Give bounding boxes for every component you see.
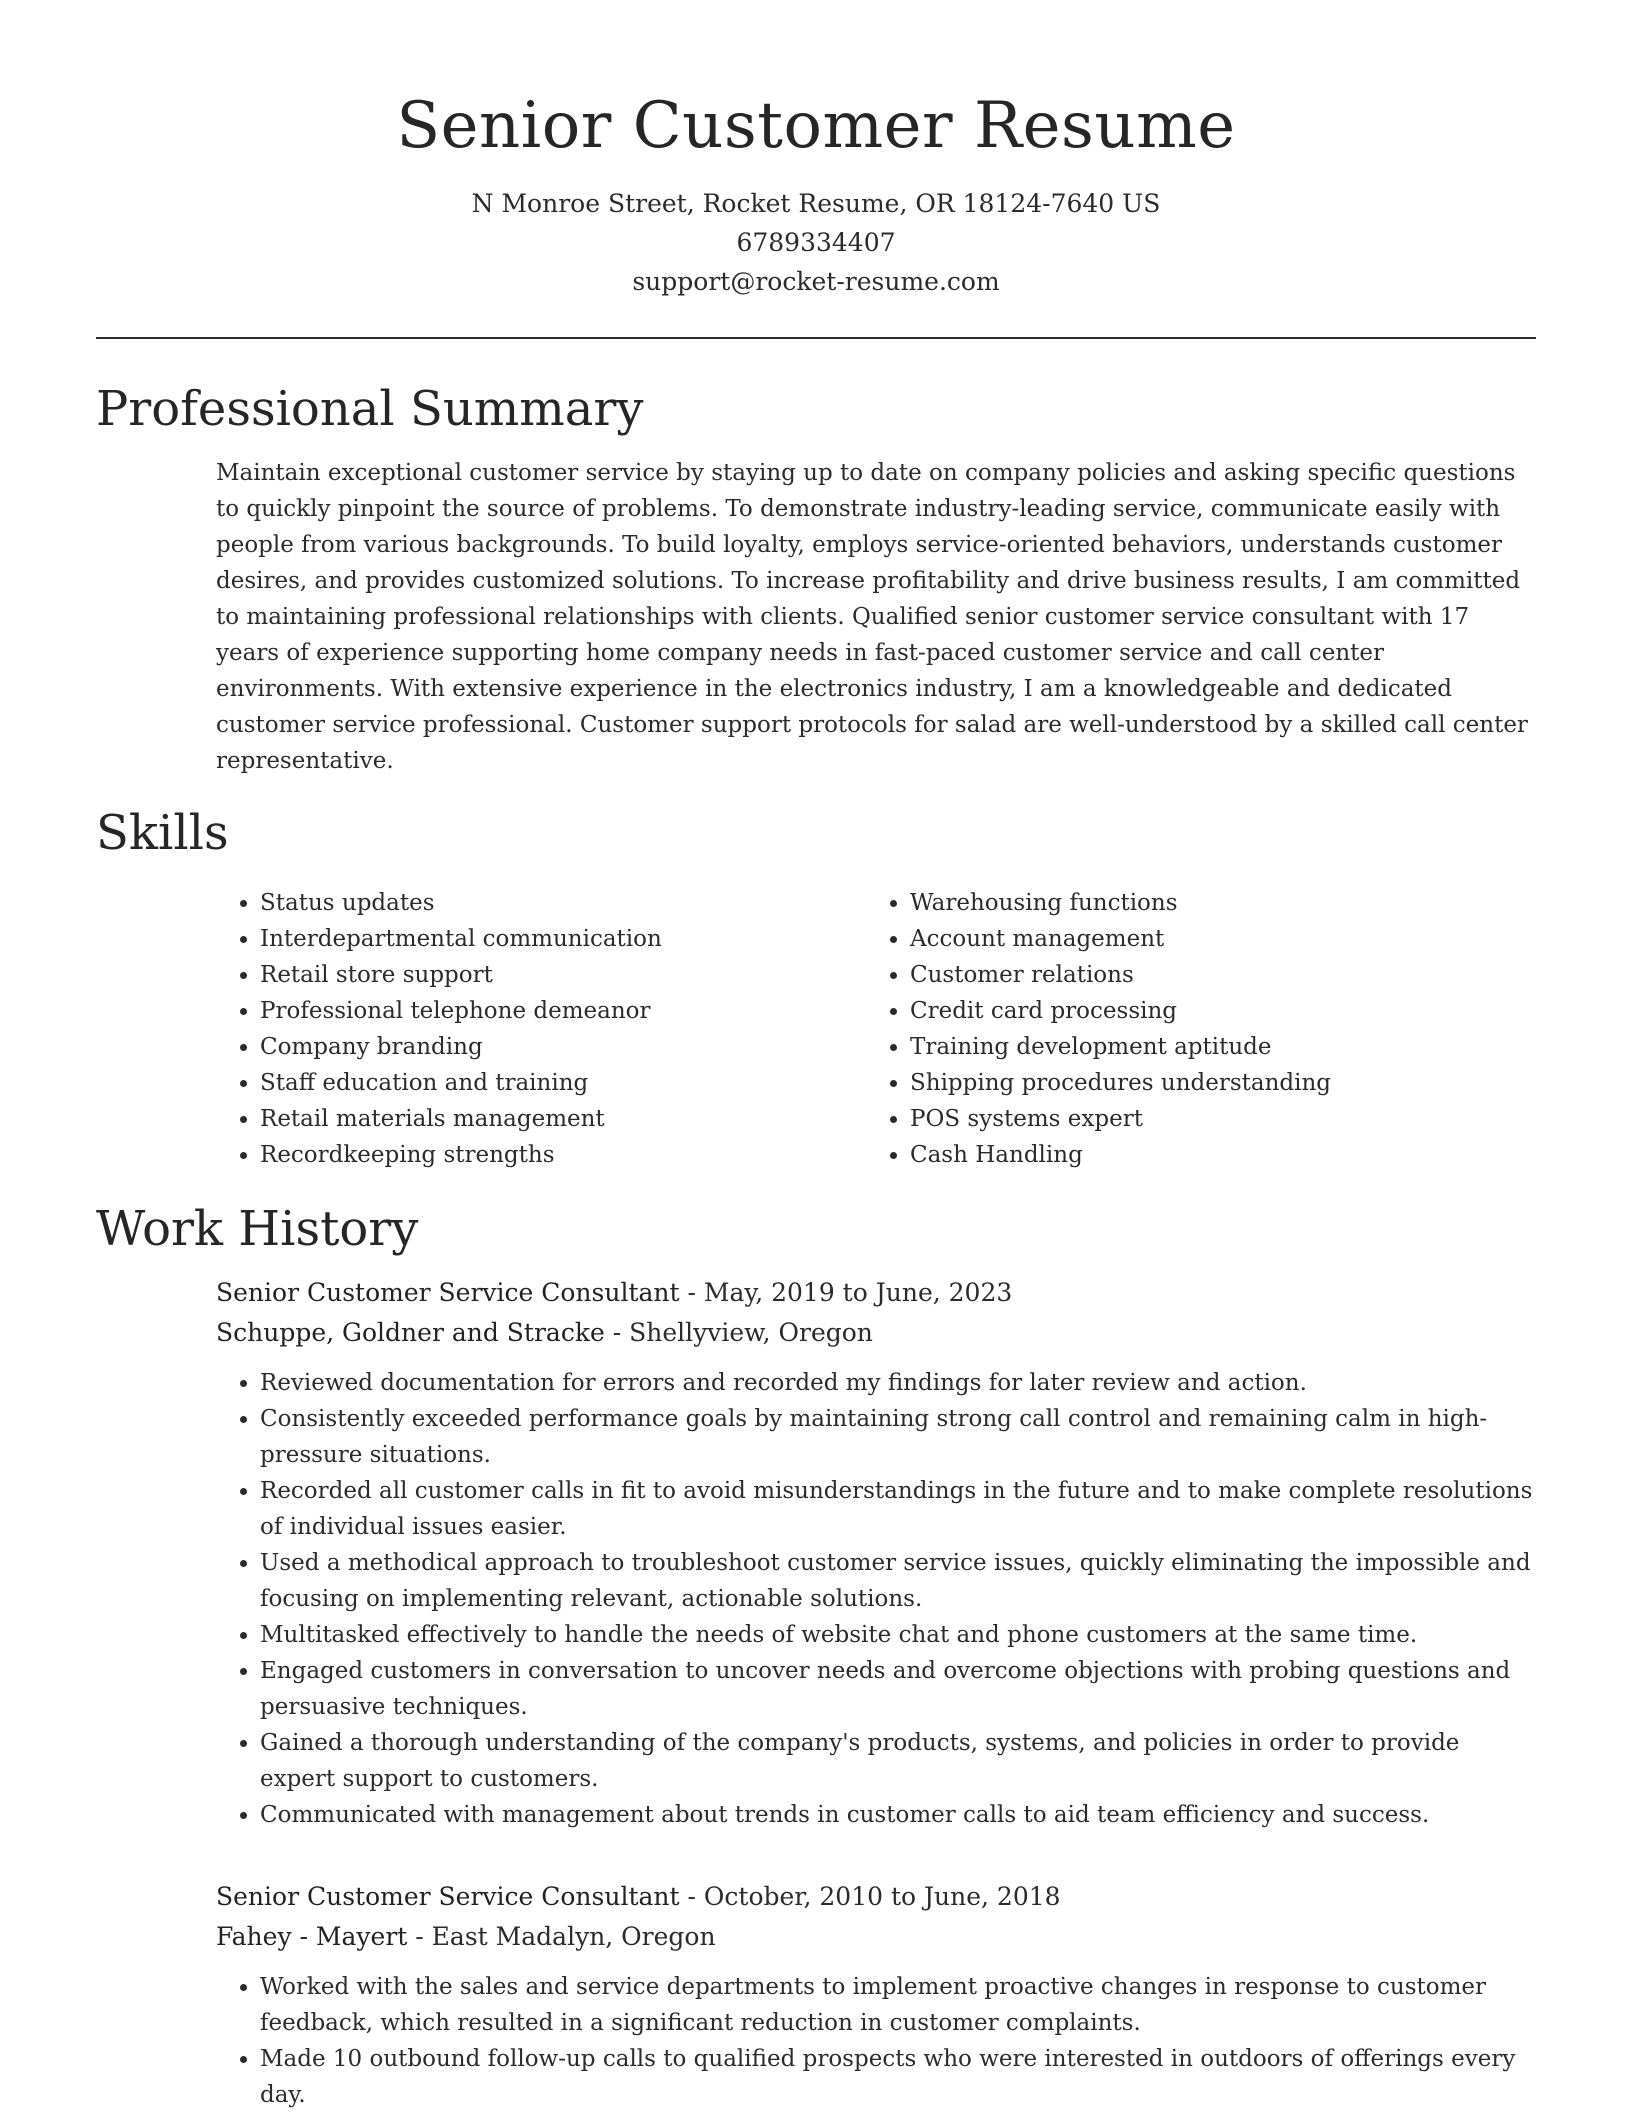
job-company: Schuppe, Goldner and Stracke bbox=[216, 1318, 605, 1347]
job-role: Senior Customer Service Consultant bbox=[216, 1278, 680, 1307]
skill-item: • Retail store support bbox=[260, 957, 866, 993]
job-duty-item: • Used a methodical approach to troubleshoot customer service issues, quickly eliminating the impossible and focusing on implementing relevant, actionable solutions. bbox=[260, 1545, 1536, 1617]
professional-summary-heading: Professional Summary bbox=[96, 381, 644, 437]
job-dates: - May, 2019 to June, 2023 bbox=[679, 1278, 1013, 1307]
skill-item: • Credit card processing bbox=[910, 993, 1516, 1029]
skill-item: • Interdepartmental communication bbox=[260, 921, 866, 957]
job-duty-item: • Engaged customers in conversation to uncover needs and overcome objections with probing questions and persuasive techniques. bbox=[260, 1653, 1536, 1725]
skill-item: • Status updates bbox=[260, 885, 866, 921]
skills-column-left bbox=[216, 885, 866, 1173]
contact-address: N Monroe Street, Rocket Resume, OR 18124-7640 US bbox=[471, 189, 1161, 218]
skills-heading: Skills bbox=[96, 805, 229, 861]
job-entry bbox=[216, 1877, 1536, 2113]
job-duty-item: • Communicated with management about trends in customer calls to aid team efficiency and success. bbox=[260, 1797, 1536, 1833]
job-duty-item: • Recorded all customer calls in fit to avoid misunderstandings in the future and to make complete resolutions of individual issues easier. bbox=[260, 1473, 1536, 1545]
resume-header bbox=[96, 0, 1536, 339]
job-duty-item: • Consistently exceeded performance goals by maintaining strong call control and remaining calm in high-pressure situations. bbox=[260, 1401, 1536, 1473]
work-history-section bbox=[96, 1199, 1536, 2113]
skill-item: • Professional telephone demeanor bbox=[260, 993, 866, 1029]
contact-block bbox=[96, 184, 1536, 301]
job-duty-item: • Reviewed documentation for errors and recorded my findings for later review and action. bbox=[260, 1365, 1536, 1401]
work-history-heading: Work History bbox=[96, 1201, 419, 1257]
job-location: - Shellyview, Oregon bbox=[604, 1318, 873, 1347]
skill-item: • Recordkeeping strengths bbox=[260, 1137, 866, 1173]
job-title-line bbox=[216, 1273, 1536, 1313]
skill-item: • Staff education and training bbox=[260, 1065, 866, 1101]
skill-item: • Account management bbox=[910, 921, 1516, 957]
job-company-line bbox=[216, 1313, 1536, 1353]
job-title-line bbox=[216, 1877, 1536, 1917]
skills-columns bbox=[216, 885, 1536, 1173]
job-duty-item: • Multitasked effectively to handle the needs of website chat and phone customers at the same time. bbox=[260, 1617, 1536, 1653]
skill-item: • Retail materials management bbox=[260, 1101, 866, 1137]
professional-summary-section bbox=[96, 379, 1536, 779]
resume-title: Senior Customer Resume bbox=[396, 89, 1236, 163]
job-duties bbox=[216, 1365, 1536, 1833]
job-dates: - October, 2010 to June, 2018 bbox=[679, 1882, 1061, 1911]
job-company: Fahey - Mayert bbox=[216, 1922, 408, 1951]
professional-summary-text: Maintain exceptional customer service by staying up to date on company policies and asking specific questions to quickly pinpoint the source of problems. To demonstrate industry-leading service, communicate easily with people from various backgrounds. To build loyalty, employs service-oriented behaviors, understands customer desires, and provides customized solutions. To increase profitability and drive business results, I am committed to maintaining professional relationships with clients. Qualified senior customer service consultant with 17 years of experience supporting home company needs in fast-paced customer service and call center environments. With extensive experience in the electronics industry, I am a knowledgeable and dedicated customer service professional. Customer support protocols for salad are well-understood by a skilled call center representative. bbox=[216, 460, 1528, 774]
skill-item: • POS systems expert bbox=[910, 1101, 1516, 1137]
job-company-line bbox=[216, 1917, 1536, 1957]
skill-item: • Training development aptitude bbox=[910, 1029, 1516, 1065]
skills-column-right bbox=[866, 885, 1516, 1173]
contact-phone: 6789334407 bbox=[736, 228, 896, 257]
skill-item: • Cash Handling bbox=[910, 1137, 1516, 1173]
header-divider bbox=[96, 337, 1536, 339]
skill-item: • Warehousing functions bbox=[910, 885, 1516, 921]
job-duty-item: • Worked with the sales and service departments to implement proactive changes in response to customer feedback, which resulted in a significant reduction in customer complaints. bbox=[260, 1969, 1536, 2041]
contact-email: support@rocket-resume.com bbox=[632, 267, 1000, 296]
job-duty-item: • Made 10 outbound follow-up calls to qualified prospects who were interested in outdoors of offerings every day. bbox=[260, 2041, 1536, 2113]
skill-item: • Customer relations bbox=[910, 957, 1516, 993]
job-duties bbox=[216, 1969, 1536, 2113]
skill-item: • Shipping procedures understanding bbox=[910, 1065, 1516, 1101]
resume-page bbox=[96, 0, 1536, 2113]
skill-item: • Company branding bbox=[260, 1029, 866, 1065]
job-location: - East Madalyn, Oregon bbox=[407, 1922, 716, 1951]
skills-section bbox=[96, 803, 1536, 1173]
job-duty-item: • Gained a thorough understanding of the company's products, systems, and policies in order to provide expert support to customers. bbox=[260, 1725, 1536, 1797]
job-role: Senior Customer Service Consultant bbox=[216, 1882, 680, 1911]
job-entry bbox=[216, 1273, 1536, 1833]
